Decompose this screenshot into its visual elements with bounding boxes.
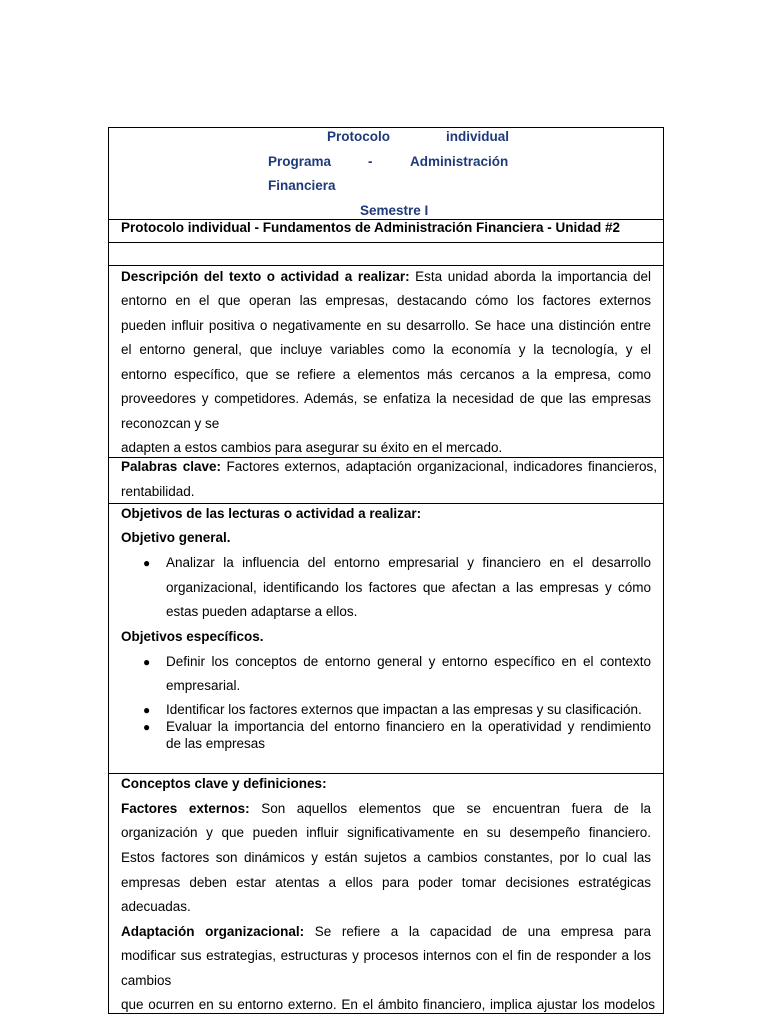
descripcion-line: adapten a estos cambios para asegurar su éxito en el mercado. (121, 440, 503, 455)
objetivos-heading: Objetivos de las lecturas o actividad a realizar: (121, 506, 422, 521)
table-border-top (108, 127, 664, 128)
objetivo-general-line: organizacional, identificando los factores que afectan a las empresas y cómo (166, 580, 651, 595)
page-title: Protocolo individual - Fundamentos de Administración Financiera - Unidad #2 (121, 220, 621, 235)
adaptacion-line: Adaptación organizacional: Se refiere a la capacidad de una empresa para (121, 924, 651, 939)
objetivo-especifico-line: Evaluar la importancia del entorno financiero en la operatividad y rendimiento (166, 719, 651, 734)
factores-line: adecuadas. (121, 899, 191, 914)
header-protocolo: Protocolo (327, 129, 390, 144)
factores-line: organización y que pueden influir significativamente en su desempeño financiero. (121, 825, 651, 840)
objetivo-especifico-line: Definir los conceptos de entorno general y entorno específico en el contexto (166, 654, 651, 669)
palabras-line: rentabilidad. (121, 484, 195, 499)
table-divider (108, 503, 664, 504)
descripcion-line: Descripción del texto o actividad a realizar: Esta unidad aborda la importancia del (121, 269, 651, 284)
table-divider (108, 457, 664, 458)
header-dash: - (368, 154, 373, 169)
descripcion-line: pueden influir positiva o negativamente en su desarrollo. Se hace una distinción entre (121, 318, 651, 333)
objetivo-especifico-line: Identificar los factores externos que impactan a las empresas y su clasificación. (166, 702, 642, 717)
header-individual: individual (446, 129, 510, 144)
objetivo-general-line: Analizar la influencia del entorno empresarial y financiero en el desarrollo (166, 555, 651, 570)
factores-line: Factores externos: Son aquellos elementos que se encuentran fuera de la (121, 801, 652, 816)
descripcion-line: reconozcan y se (121, 416, 220, 431)
table-divider (108, 242, 664, 243)
objetivo-general-label: Objetivo general. (121, 530, 231, 545)
objetivos-especificos-label: Objetivos específicos. (121, 629, 264, 644)
factores-line: empresas deben estar atentas a ellos para poder tomar decisiones estratégicas (121, 875, 651, 890)
table-divider (108, 265, 664, 266)
factores-label: Factores externos: (121, 801, 250, 816)
objetivo-especifico-line: de las empresas (166, 736, 266, 751)
objetivo-especifico-line: empresarial. (166, 678, 241, 693)
header-semestre: Semestre I (360, 203, 429, 218)
header-administracion: Administración (410, 154, 509, 169)
adaptacion-line: cambios (121, 973, 172, 988)
conceptos-heading: Conceptos clave y definiciones: (121, 776, 327, 791)
header-programa: Programa (268, 154, 332, 169)
bullet-icon: ● (143, 703, 151, 717)
descripcion-label: Descripción del texto o actividad a realizar: (121, 269, 410, 284)
adaptacion-line: modificar sus estrategias, estructuras y procesos internos con el fin de responder a los (121, 948, 651, 963)
descripcion-line: entorno específico, que se refiere a elementos más cercanos a la empresa, como (121, 367, 651, 382)
descripcion-line: proveedores y competidores. Además, se enfatiza la necesidad de que las empresas (121, 391, 651, 406)
bullet-icon: ● (143, 720, 151, 734)
table-border-bottom (108, 1013, 664, 1014)
palabras-line: Palabras clave: Factores externos, adaptación organizacional, indicadores financieros, (121, 459, 657, 474)
bullet-icon: ● (143, 655, 151, 669)
descripcion-line: el entorno general, que incluye variables como la economía y la tecnología, y el (121, 342, 651, 357)
adaptacion-line: que ocurren en su entorno externo. En el ámbito financiero, implica ajustar los modelos (121, 997, 655, 1012)
descripcion-line: entorno en el que operan las empresas, destacando cómo los factores externos (121, 293, 651, 308)
factores-line: Estos factores son dinámicos y están sujetos a cambios constantes, por lo cual las (121, 850, 651, 865)
palabras-label: Palabras clave: (121, 459, 222, 474)
table-divider (108, 773, 664, 774)
adaptacion-label: Adaptación organizacional: (121, 924, 305, 939)
objetivo-general-line: estas pueden adaptarse a ellos. (166, 604, 358, 619)
bullet-icon: ● (143, 556, 151, 570)
header-financiera: Financiera (268, 178, 336, 193)
